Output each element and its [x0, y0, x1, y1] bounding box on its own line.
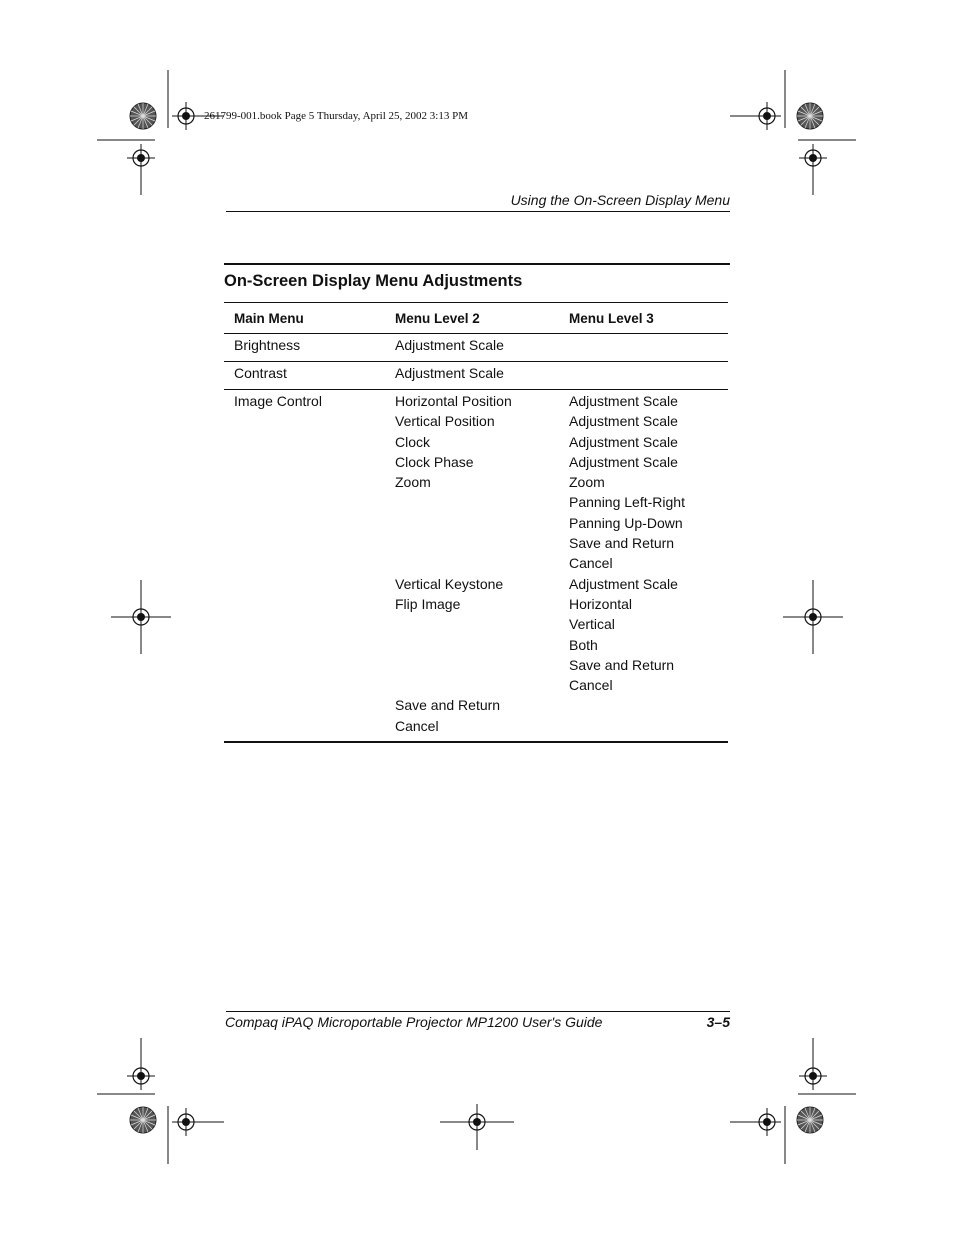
level3-item: Adjustment Scale — [569, 413, 678, 430]
level2-item: Clock — [395, 433, 431, 450]
level3-item: Horizontal — [569, 595, 633, 612]
level2-item: Zoom — [395, 474, 431, 491]
level3-item: Adjustment Scale — [569, 393, 678, 409]
level2-item: Vertical Keystone — [395, 575, 504, 592]
level2-cell — [395, 390, 569, 743]
table-title-rule — [224, 263, 730, 265]
level2-item: Flip Image — [395, 595, 461, 612]
level3-item: Adjustment Scale — [569, 453, 678, 470]
column-header: Main Menu — [224, 303, 395, 334]
level2-item — [395, 513, 569, 533]
level3-item: Panning Left-Right — [569, 494, 685, 511]
level3-item — [569, 695, 728, 715]
level2-item: Vertical Position — [395, 413, 495, 430]
header-rule — [226, 211, 730, 212]
level3-item: Panning Up-Down — [569, 514, 683, 531]
footer-title: Compaq iPAQ Microportable Projector MP1200 User's Guide — [225, 1014, 603, 1030]
running-head: Using the On-Screen Display Menu — [510, 192, 730, 208]
column-header: Menu Level 3 — [569, 303, 728, 334]
level2-item — [395, 675, 569, 695]
level3-item: Adjustment Scale — [569, 433, 678, 450]
level2-cell: Adjustment Scale — [395, 362, 569, 390]
footer-rule — [226, 1011, 730, 1012]
level3-item: Save and Return — [569, 535, 675, 552]
print-info: 261799-001.book Page 5 Thursday, April 25, 2002 3:13 PM — [204, 110, 468, 122]
table-header-row — [224, 303, 728, 334]
level2-item: Save and Return — [395, 697, 501, 714]
main-menu-cell: Brightness — [224, 334, 395, 362]
level2-item — [395, 492, 569, 512]
level3-item: Adjustment Scale — [569, 575, 678, 592]
osd-adjustments-table — [224, 302, 728, 743]
level2-item: Clock Phase — [395, 453, 474, 470]
table-row — [224, 390, 728, 743]
level2-item — [395, 614, 569, 634]
level2-item — [395, 533, 569, 553]
level2-cell: Adjustment Scale — [395, 334, 569, 362]
level3-item: Both — [569, 636, 598, 653]
level2-item: Cancel — [395, 717, 439, 734]
main-menu-cell: Image Control — [224, 390, 395, 743]
table-title: On-Screen Display Menu Adjustments — [224, 272, 523, 290]
table-row — [224, 362, 728, 390]
page-number: 3–5 — [706, 1014, 730, 1030]
column-header: Menu Level 2 — [395, 303, 569, 334]
table-row — [224, 334, 728, 362]
level3-item: Vertical — [569, 616, 615, 633]
level3-cell — [569, 334, 728, 362]
level3-cell — [569, 362, 728, 390]
level3-item: Save and Return — [569, 656, 675, 673]
level2-item — [395, 635, 569, 655]
level2-item: Horizontal Position — [395, 393, 512, 409]
level3-item — [569, 716, 728, 736]
main-menu-cell: Contrast — [224, 362, 395, 390]
level3-item: Zoom — [569, 474, 605, 491]
level3-cell — [569, 390, 728, 743]
level3-item: Cancel — [569, 555, 613, 572]
level2-item — [395, 655, 569, 675]
level3-item: Cancel — [569, 677, 613, 694]
level2-item — [395, 553, 569, 573]
